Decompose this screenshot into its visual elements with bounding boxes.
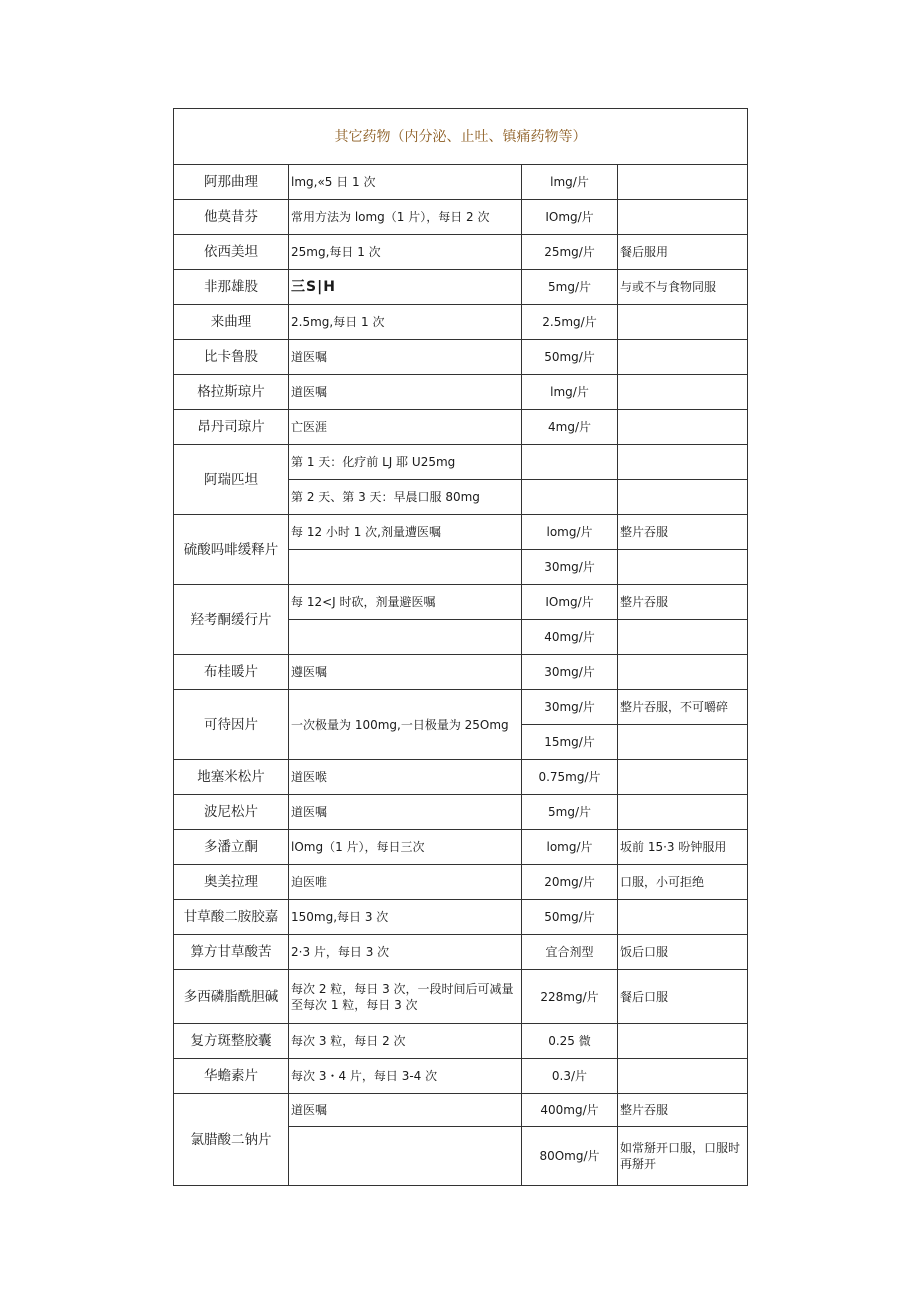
drug-spec: 30mg/片 [522,690,618,725]
drug-dosage: 道医嘱 [289,340,522,375]
drug-dosage: 亡医涯 [289,410,522,445]
drug-spec: 80Omg/片 [522,1127,618,1186]
drug-spec: lomg/片 [522,515,618,550]
drug-note [618,305,748,340]
drug-name: 地塞米松片 [174,760,289,795]
drug-spec: 0.75mg/片 [522,760,618,795]
drug-name: 多西磷脂酰胆碱 [174,970,289,1024]
drug-name: 算方甘草酸苦 [174,935,289,970]
drug-name: 复方斑整胶囊 [174,1024,289,1059]
drug-dosage: lmg,«5 日 1 次 [289,165,522,200]
table-row [174,200,748,235]
drug-note [618,795,748,830]
drug-spec: 4mg/片 [522,410,618,445]
drug-note [618,410,748,445]
table-row [174,340,748,375]
table-row [174,1094,748,1127]
drug-note [618,165,748,200]
drug-spec: 50mg/片 [522,340,618,375]
drug-name: 布桂暖片 [174,655,289,690]
drug-dosage: 每 12<J 时砍，剂量避医嘱 [289,585,522,620]
drug-spec [522,480,618,515]
drug-spec: 5mg/片 [522,795,618,830]
table-row [174,515,748,550]
drug-dosage: 2·3 片，每日 3 次 [289,935,522,970]
drug-dosage: 每次 3 粒，每日 2 次 [289,1024,522,1059]
drug-dosage: 150mg,每日 3 次 [289,900,522,935]
table-row [174,165,748,200]
drug-spec: 20mg/片 [522,865,618,900]
drug-dosage: 常用方法为 lomg（1 片），每日 2 次 [289,200,522,235]
drug-note [618,620,748,655]
drug-dosage: 每次 2 粒，每日 3 次，一段时间后可减量至每次 1 粒，每日 3 次 [289,970,522,1024]
drug-name: 硫酸吗啡缓释片 [174,515,289,585]
table-row [174,935,748,970]
drug-dosage: 道医喉 [289,760,522,795]
drug-note: 整片吞服，不可嚼碎 [618,690,748,725]
drug-note [618,900,748,935]
drug-dosage: 道医嘱 [289,375,522,410]
table-row [174,690,748,725]
drug-spec [522,445,618,480]
table-title-row [174,109,748,165]
table-row [174,970,748,1024]
drug-note: 坂前 15·3 吩钟服用 [618,830,748,865]
drug-note [618,445,748,480]
drug-spec: 15mg/片 [522,725,618,760]
drug-dosage: 迫医唯 [289,865,522,900]
drug-note: 整片吞服 [618,1094,748,1127]
drug-dosage: 第 1 天：化疗前 LJ 耶 U25mg [289,445,522,480]
drug-dosage: lOmg（1 片），每日三次 [289,830,522,865]
drug-note [618,200,748,235]
table-row [174,410,748,445]
drug-name: 昂丹司琼片 [174,410,289,445]
table-row [174,865,748,900]
drug-dosage [289,620,522,655]
drug-note: 饭后口服 [618,935,748,970]
drug-name: 依西美坦 [174,235,289,270]
table-row [174,375,748,410]
drug-spec: lmg/片 [522,375,618,410]
drug-dosage: 每 12 小时 1 次,剂量遭医嘱 [289,515,522,550]
drug-name: 多潘立酮 [174,830,289,865]
drug-spec: 50mg/片 [522,900,618,935]
table-row [174,270,748,305]
drug-note [618,725,748,760]
table-row [174,235,748,270]
drug-name: 波尼松片 [174,795,289,830]
table-row [174,1059,748,1094]
drug-dosage: 25mg,每日 1 次 [289,235,522,270]
drug-note [618,375,748,410]
drug-note: 整片吞服 [618,585,748,620]
drug-note [618,480,748,515]
table-row [174,900,748,935]
drug-note [618,1024,748,1059]
drug-note: 餐后服用 [618,235,748,270]
drug-name: 阿瑞匹坦 [174,445,289,515]
drug-name: 华蟾素片 [174,1059,289,1094]
drug-dosage: 第 2 天、第 3 天：早晨口服 80mg [289,480,522,515]
table-row [174,305,748,340]
drug-spec: lmg/片 [522,165,618,200]
table-title: 其它药物（内分泌、止吐、镇痛药物等） [174,109,748,165]
drug-spec: 25mg/片 [522,235,618,270]
drug-note: 如常掰开口服，口服时再掰开 [618,1127,748,1186]
drug-name: 羟考酮缓行片 [174,585,289,655]
drug-name: 阿那曲理 [174,165,289,200]
drug-name: 可待因片 [174,690,289,760]
drug-note [618,1059,748,1094]
table-row [174,1024,748,1059]
drug-spec: 40mg/片 [522,620,618,655]
drug-dosage: 每次 3・4 片，每日 3-4 次 [289,1059,522,1094]
drug-spec: 0.25 微 [522,1024,618,1059]
drug-name: 他莫昔芬 [174,200,289,235]
drug-spec: 400mg/片 [522,1094,618,1127]
drug-spec: 宜合剂型 [522,935,618,970]
drug-spec: lomg/片 [522,830,618,865]
table-row [174,830,748,865]
drug-note: 与或不与食物同服 [618,270,748,305]
drug-spec: 228mg/片 [522,970,618,1024]
drug-dosage: 三S|H [289,270,522,305]
drug-spec: 30mg/片 [522,550,618,585]
drug-note: 口服，小可拒绝 [618,865,748,900]
drug-name: 氯腊酸二钠片 [174,1094,289,1186]
drug-dosage [289,1127,522,1186]
drug-spec: 2.5mg/片 [522,305,618,340]
drug-name: 格拉斯琼片 [174,375,289,410]
drug-name: 非那雄股 [174,270,289,305]
drug-name: 奥美拉理 [174,865,289,900]
drug-spec: 30mg/片 [522,655,618,690]
table-row [174,760,748,795]
drug-dosage: 2.5mg,每日 1 次 [289,305,522,340]
drug-name: 甘草酸二胺胶嘉 [174,900,289,935]
drug-note [618,760,748,795]
drug-dosage [289,550,522,585]
drug-dosage: 道医嘱 [289,1094,522,1127]
drug-note: 餐后口服 [618,970,748,1024]
drug-note: 整片吞服 [618,515,748,550]
drug-dosage: 道医嘱 [289,795,522,830]
drug-name: 来曲理 [174,305,289,340]
drug-table-page [173,108,747,1186]
drug-note [618,655,748,690]
drug-spec: 5mg/片 [522,270,618,305]
table-row [174,795,748,830]
table-row [174,585,748,620]
table-row [174,655,748,690]
drug-table [173,108,748,1186]
drug-name: 比卡鲁股 [174,340,289,375]
drug-dosage: 遵医嘱 [289,655,522,690]
drug-spec: 0.3/片 [522,1059,618,1094]
drug-spec: IOmg/片 [522,585,618,620]
drug-note [618,550,748,585]
drug-dosage: 一次极量为 100mg,一日极量为 25Omg [289,690,522,760]
drug-note [618,340,748,375]
table-row [174,445,748,480]
drug-spec: IOmg/片 [522,200,618,235]
